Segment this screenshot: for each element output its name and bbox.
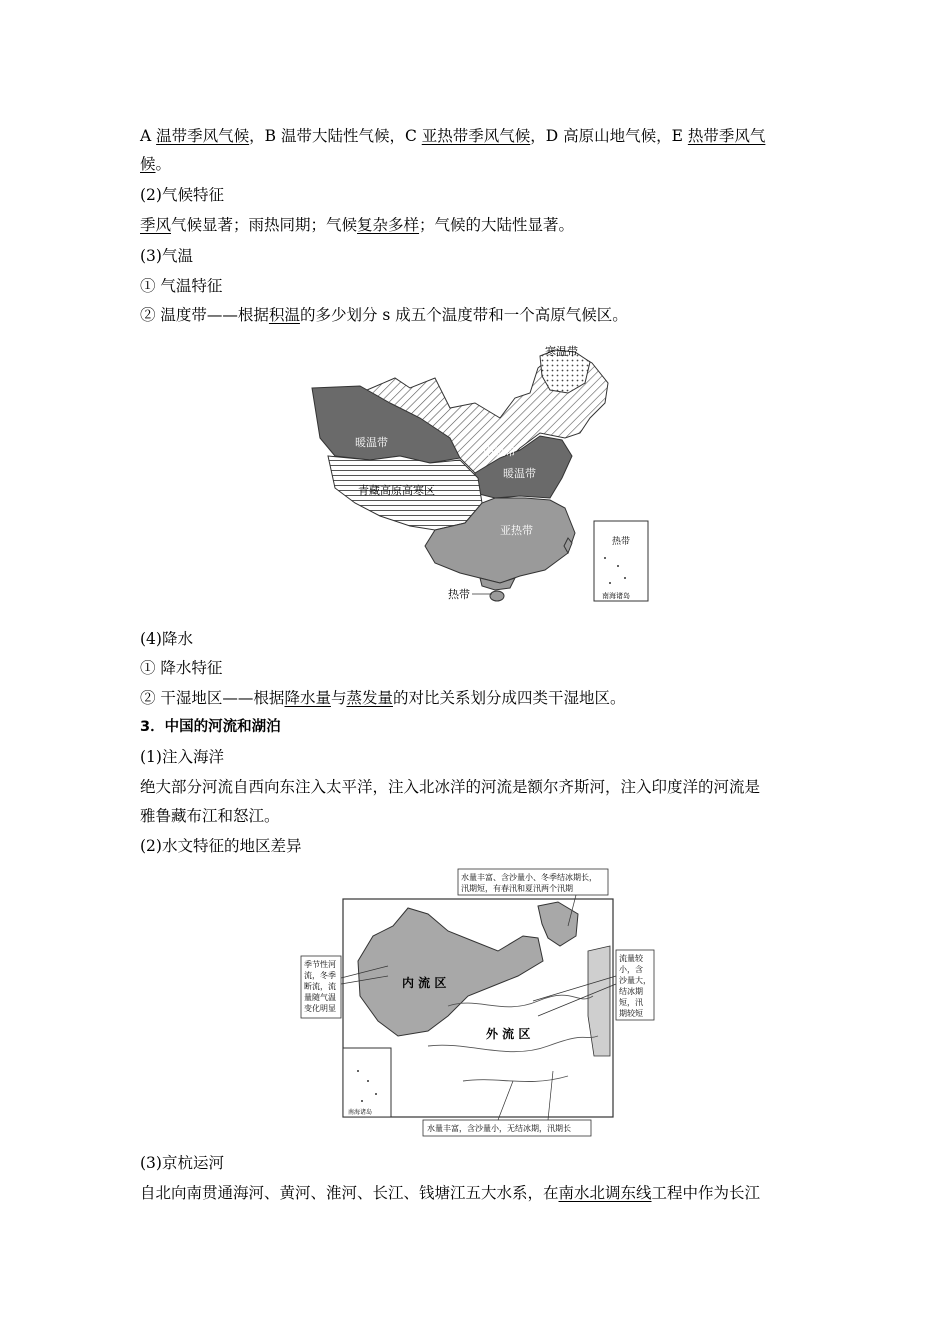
label-inset-caption: 南海诸岛 <box>602 592 630 600</box>
label-plateau: 青藏高原高寒区 <box>358 484 435 497</box>
answer-underline: 热带季风气 <box>687 127 766 145</box>
label-cold-temperate: 寒温带 <box>545 345 578 358</box>
answer-underline: 季风 <box>140 216 172 234</box>
label-subtropical: 亚热带 <box>500 524 533 537</box>
note-text: 季节性河 <box>304 960 336 969</box>
section-heading: (2)水文特征的地区差异 <box>140 837 302 855</box>
section-title: 3．中国的河流和湖泊 <box>140 719 281 735</box>
list-item <box>140 687 626 709</box>
text: 。 <box>155 155 172 173</box>
inset-caption: 南海诸岛 <box>348 1109 373 1116</box>
text: 的多少划分 s 成五个温度带和一个高原气候区。 <box>299 306 628 324</box>
south-china-sea-inset <box>343 1048 391 1117</box>
paragraph-line: 绝大部分河流自西向东注入太平洋，注入北冰洋的河流是额尔齐斯河，注入印度洋的河流是 <box>140 778 761 796</box>
text: 自北向南贯通海河、黄河、淮河、长江、钱塘江五大水系，在 <box>140 1184 559 1202</box>
answer-underline: 复杂多样 <box>357 216 420 234</box>
text: 的对比关系划分成四类干湿地区。 <box>392 689 626 707</box>
note-text: 变化明显 <box>304 1004 336 1013</box>
temperature-zone-map <box>300 338 665 608</box>
list-item <box>140 304 628 326</box>
note-text: 短，汛 <box>619 998 643 1007</box>
text: ；气候的大陆性显著。 <box>419 216 575 234</box>
answer-underline: 温带季风气候 <box>156 127 250 145</box>
section-heading: (3)气温 <box>140 247 193 265</box>
label-warm-temperate-west: 暖温带 <box>355 436 388 449</box>
note-text: 流，冬季 <box>304 971 336 980</box>
note-text: 期较短 <box>619 1009 643 1018</box>
paragraph-line: 雅鲁藏布江和怒江。 <box>140 807 280 825</box>
note-text: 水量丰富，含沙量小，无结冰期，汛期长 <box>427 1124 571 1133</box>
note-text: 流量较 <box>619 954 643 963</box>
section-heading: (1)注入海洋 <box>140 748 224 766</box>
label-inner-drainage: 内 流 区 <box>402 976 447 990</box>
text: 工程中作为长江 <box>651 1184 761 1202</box>
answer-underline: 南水北调东线 <box>558 1184 652 1202</box>
label-warm-temperate-east: 暖温带 <box>503 467 536 480</box>
note-text: 汛期短，有春汛和夏汛两个汛期 <box>461 884 573 893</box>
text: ② 干湿地区——根据 <box>140 689 285 707</box>
note-text: 断流，流 <box>304 982 336 991</box>
hydrology-map <box>298 866 660 1141</box>
label-outer-drainage: 外 流 区 <box>486 1027 531 1041</box>
section-heading: (2)气候特征 <box>140 186 224 204</box>
text: ② 温度带——根据 <box>140 306 269 324</box>
text: ，D 高原山地气候，E <box>530 127 688 145</box>
climate-types-line-2 <box>140 153 171 175</box>
climate-feature-line <box>140 214 574 236</box>
answer-underline: 积温 <box>268 306 300 324</box>
answer-underline: 亚热带季风气候 <box>421 127 531 145</box>
answer-underline: 候 <box>140 155 156 173</box>
note-text: 结冰期 <box>619 987 643 996</box>
list-item: ① 气温特征 <box>140 277 223 295</box>
section-heading: (3)京杭运河 <box>140 1154 224 1172</box>
answer-underline: 降水量 <box>284 689 331 707</box>
south-china-sea-inset <box>594 521 648 601</box>
label-tropical: 热带 <box>448 588 470 601</box>
climate-types-line <box>140 125 765 147</box>
label-inset-tropical: 热带 <box>612 537 631 547</box>
text: A <box>140 127 157 145</box>
note-text: 沙量大， <box>619 976 651 985</box>
label-mid-temperate: 中温带 <box>483 445 516 458</box>
note-text: 水量丰富、含沙量小、冬季结冰期长， <box>461 873 597 882</box>
list-item: ① 降水特征 <box>140 659 223 677</box>
paragraph-line <box>140 1182 760 1204</box>
note-text: 小，含 <box>619 965 643 974</box>
answer-underline: 蒸发量 <box>346 689 393 707</box>
text: 气候显著；雨热同期；气候 <box>171 216 358 234</box>
section-heading: (4)降水 <box>140 630 193 648</box>
text: 与 <box>330 689 347 707</box>
text: ，B 温带大陆性气候，C <box>249 127 422 145</box>
note-text: 量随气温 <box>304 993 336 1002</box>
